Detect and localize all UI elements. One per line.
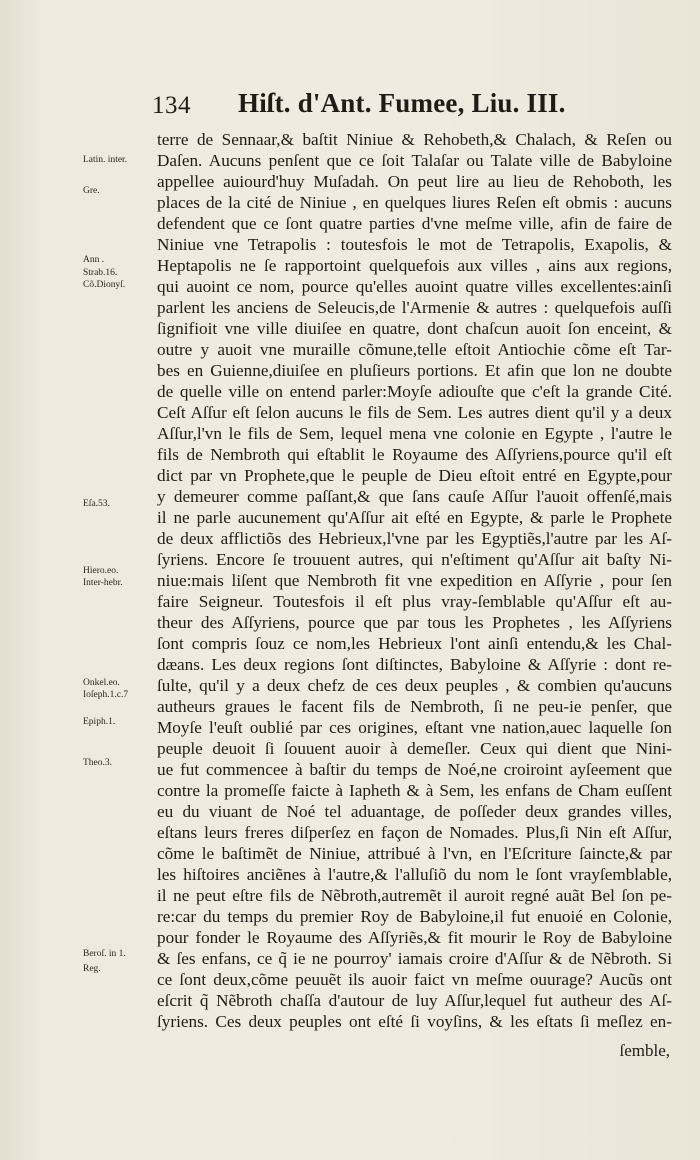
text-line: Moyſe l'euſt oublié par ces origines, eſtant vne nation,auec laquelle ſon — [157, 718, 672, 737]
text-line: de quelle ville on entend parler:Moyſe adiouſte que c'eſt la grande Cité. — [157, 382, 672, 401]
text-line: parlent les anciens de Seleucis,de l'Armenie & autres : quelquefois auſſi — [157, 298, 672, 317]
margin-note: Ann . — [83, 255, 105, 265]
text-line: dict par vn Prophete,que le peuple de Dieu eſtoit entré en Egypte,pour — [157, 466, 672, 485]
text-line: Daſen. Aucuns penſent que ce ſoit Talaſar ou Talate ville de Babyloine — [157, 151, 672, 170]
text-line: Niniue vne Tetrapolis : toutesfois le mot de Tetrapolis, Exapolis, & — [157, 235, 672, 254]
text-line: y demeurer comme paſſant,& que ſans cauſe Aſſur l'auoit offenſé,mais — [157, 487, 672, 506]
margin-note: Ioſeph.1.c.7 — [83, 690, 129, 700]
text-line: contre la promeſſe faicte à Iapheth & à Sem, les enfans de Cham euſſent — [157, 781, 672, 800]
text-line: theur des Aſſyriens, pource que par tous les Prophetes , les Aſſyriens — [157, 613, 672, 632]
text-line: ce ſont deux,cõme peuuẽt ils auoir faict vn meſme ouurage? Aucũs ont — [157, 970, 672, 989]
text-line: re:car du temps du premier Roy de Babyloine,il fut enuoié en Colonie, — [157, 907, 672, 926]
margin-note: Hiero.eo. — [83, 566, 119, 576]
margin-note: Onkel.eo. — [83, 678, 120, 688]
text-line: autheurs graues le facent fils de Nembroth, ſi ne peu-ie penſer, que — [157, 697, 672, 716]
text-line: il ne parle aucunement qu'Aſſur ait eſté en Egypte, & parle le Prophete — [157, 508, 672, 527]
text-line: Ceſt Aſſur eſt ſelon aucuns le fils de Sem. Les autres dient qu'il y a deux — [157, 403, 672, 422]
margin-note: Epiph.1. — [83, 717, 116, 727]
text-line: places de la cité de Niniue , en quelques liures Reſen eſt obmis : aucuns — [157, 193, 672, 212]
text-line: Heptapolis ne ſe rapportoint quelquefois aux villes , ains aux regions, — [157, 256, 672, 275]
text-line: faire Seigneur. Toutesfois il eſt plus vray-ſemblable qu'Aſſur eſt au- — [157, 592, 672, 611]
margin-note: Beroſ. in 1. — [83, 949, 126, 959]
text-line: & ſes enfans, ce q̃ ie ne pourroy' iamais croire d'Aſſur & de Nẽbroth. Si — [157, 949, 672, 968]
text-line: ue fut commencee à baſtir du temps de Noé,ne croiroint ayſeement que — [157, 760, 672, 779]
text-line: eu du viuant de Noé tel aduantage, de poſſeder deux grandes villes, — [157, 802, 672, 821]
text-line: ſignifioit vne ville diuiſee en quatre, dont chaſcun auoit ſon enceint, & — [157, 319, 672, 338]
text-line: les hiſtoires anciẽnes à l'autre,& l'alluſiõ du nom le ſont vrayſemblable, — [157, 865, 672, 884]
text-line: il ne peut eſtre fils de Nẽbroth,autremẽt il auroit regné auãt Bel ſon pe- — [157, 886, 672, 905]
running-head-title: Hiſt. d'Ant. Fumee, Liu. III. — [238, 88, 566, 118]
margin-note: Reg. — [83, 964, 101, 974]
body-text — [157, 129, 672, 1032]
text-line: eſtans leurs freres diſperſez en façon de Nomades. Plus,ſi Nin eſt Aſſur, — [157, 823, 672, 842]
text-line: peuple deuoit ſi ſouuent auoir à demeſler. Ceux qui dient que Nini- — [157, 739, 672, 758]
margin-note: Cõ.Dionyſ. — [83, 280, 126, 290]
text-line: bes en Guienne,diuiſee en pluſieurs portions. Et afin que lon ne doubte — [157, 361, 672, 380]
margin-note: Latin. inter. — [83, 155, 128, 165]
text-line: Aſſur,l'vn le fils de Sem, lequel mena vne colonie en Egypte , l'autre le — [157, 424, 672, 443]
text-line: de deux afflictiõs des Hebrieux,l'vne par les Egyptiẽs,l'autre par les Aſ- — [157, 529, 672, 548]
text-line: qui auoint ce nom, pource qu'elles auoint quatre villes excellentes:ainſi — [157, 277, 672, 296]
margin-note: Theo.3. — [83, 758, 113, 768]
text-line: pour fonder le Royaume des Aſſyriẽs,& fit mourir le Roy de Babyloine — [157, 928, 672, 947]
text-line: ſulte, qu'il y a deux chefz de ces deux peuples , & combien qu'aucuns — [157, 676, 672, 695]
page-number: 134 — [152, 92, 191, 119]
text-line: niue:mais liſent que Nembroth fit vne expedition en Aſſyrie , pour ſen — [157, 571, 672, 590]
text-line: ſyriens. Encore ſe trouuent autres, qui n'eſtiment qu'Aſſur ait baſty Ni- — [157, 550, 672, 569]
margin-note: Eſa.53. — [83, 499, 110, 509]
text-line: fils de Nembroth qui eſtablit le Royaume des Aſſyriens,pource qu'il eſt — [157, 445, 672, 464]
text-line: appellee auiourd'huy Muſadah. On peut lire au lieu de Rehoboth, les — [157, 172, 672, 191]
running-head — [152, 88, 632, 124]
text-line: terre de Sennaar,& baſtit Niniue & Rehobeth,& Chalach, & Reſen ou — [157, 130, 672, 149]
text-line: ſyriens. Ces deux peuples ont eſté ſi voyſins, & les eſtats ſi meſlez en- — [157, 1012, 672, 1031]
text-line: cõme le baſtimẽt de Niniue, attribué à l'vn, en l'Eſcriture ſaincte,& par — [157, 844, 672, 863]
margin-note: Inter-hebr. — [83, 578, 123, 588]
text-line: dæans. Les deux regions ſont diſtinctes, Babyloine & Aſſyrie : dont re- — [157, 655, 672, 674]
text-line: ſont compris ſouz ce nom,les Hebrieux l'ont ainſi entendu,& les Chal- — [157, 634, 672, 653]
catchword: ſemble, — [619, 1041, 670, 1060]
margin-note: Gre. — [83, 186, 100, 196]
text-line: eſcrit q̃ Nẽbroth chaſſa d'autour de luy Aſſur,lequel fut autheur des Aſ- — [157, 991, 672, 1010]
margin-note: Strab.16. — [83, 268, 118, 278]
text-line: defendent que ce ſont quatre parties d'vne meſme ville, afin de faire de — [157, 214, 672, 233]
text-line: outre y auoit vne muraille cõmune,telle eſtoit Antiochie cõme eſt Tar- — [157, 340, 672, 359]
